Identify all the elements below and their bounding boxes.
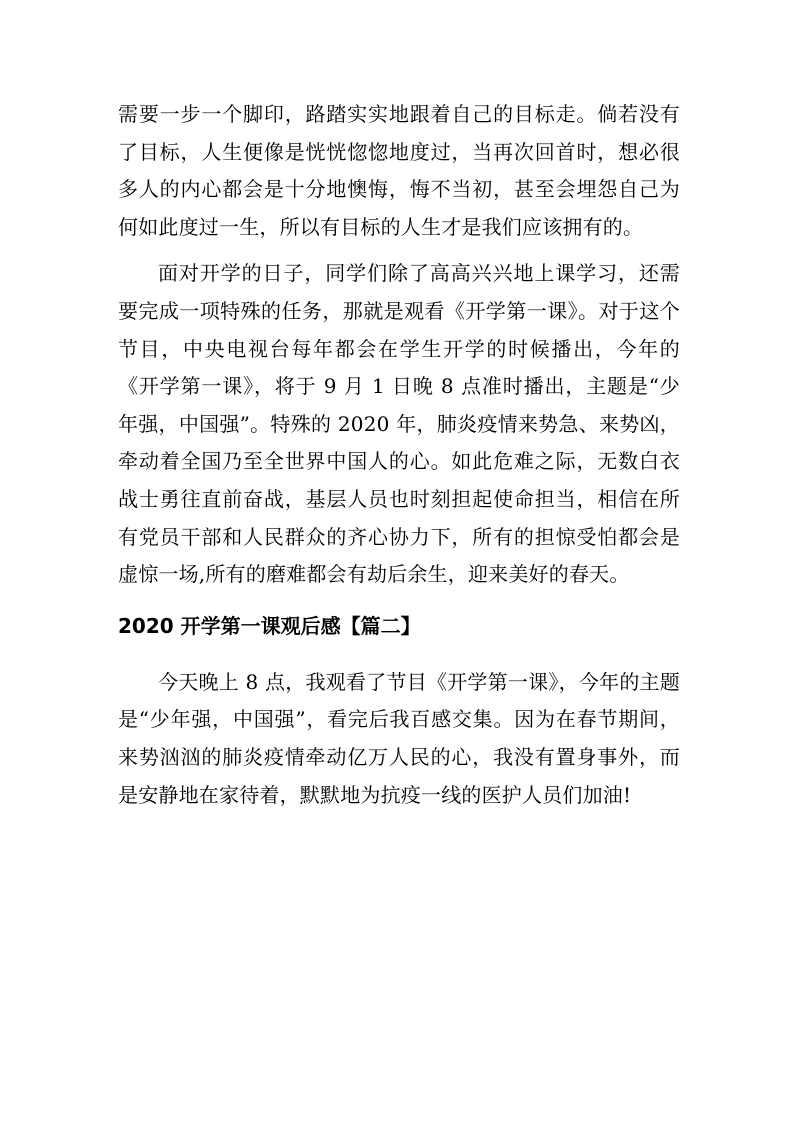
document-page bbox=[118, 96, 680, 814]
paragraph-3: 今天晚上 8 点，我观看了节目《开学第一课》，今年的主题是“少年强，中国强”，看完后我百感交集。因为在春节期间，来势汹汹的肺炎疫情牵动亿万人民的心，我没有置身事外，而是安静地在家待着，默默地为抗疫一线的医护人员们加油! bbox=[118, 669, 680, 807]
paragraph-1: 需要一步一个脚印，路踏实实地跟着自己的目标走。倘若没有了目标，人生便像是恍恍惚惚地度过，当再次回首时，想必很多人的内心都会是十分地懊悔，悔不当初，甚至会埋怨自己为何如此度过一生，所以有目标的人生才是我们应该拥有的。 bbox=[118, 102, 680, 239]
section-heading: 2020 开学第一课观后感【篇二】 bbox=[118, 613, 421, 638]
paragraph-2: 面对开学的日子，同学们除了高高兴兴地上课学习，还需要完成一项特殊的任务，那就是观看《开学第一课》。对于这个节目，中央电视台每年都会在学生开学的时候播出，今年的《开学第一课》，将于 9 月 1 日晚 8 点准时播出，主题是“少年强，中国强”。特殊的 2020 年，肺炎疫情来势急、来势凶，牵动着全国乃至全世界中国人的心。如此危难之际，无数白衣战士勇往直前奋战，基层人员也时刻担起使命担当，相信在所有党员干部和人民群众的齐心协力下，所有的担惊受怕都会是虚惊一场,所有的磨难都会有劫后余生，迎来美好的春天。 bbox=[118, 261, 680, 587]
